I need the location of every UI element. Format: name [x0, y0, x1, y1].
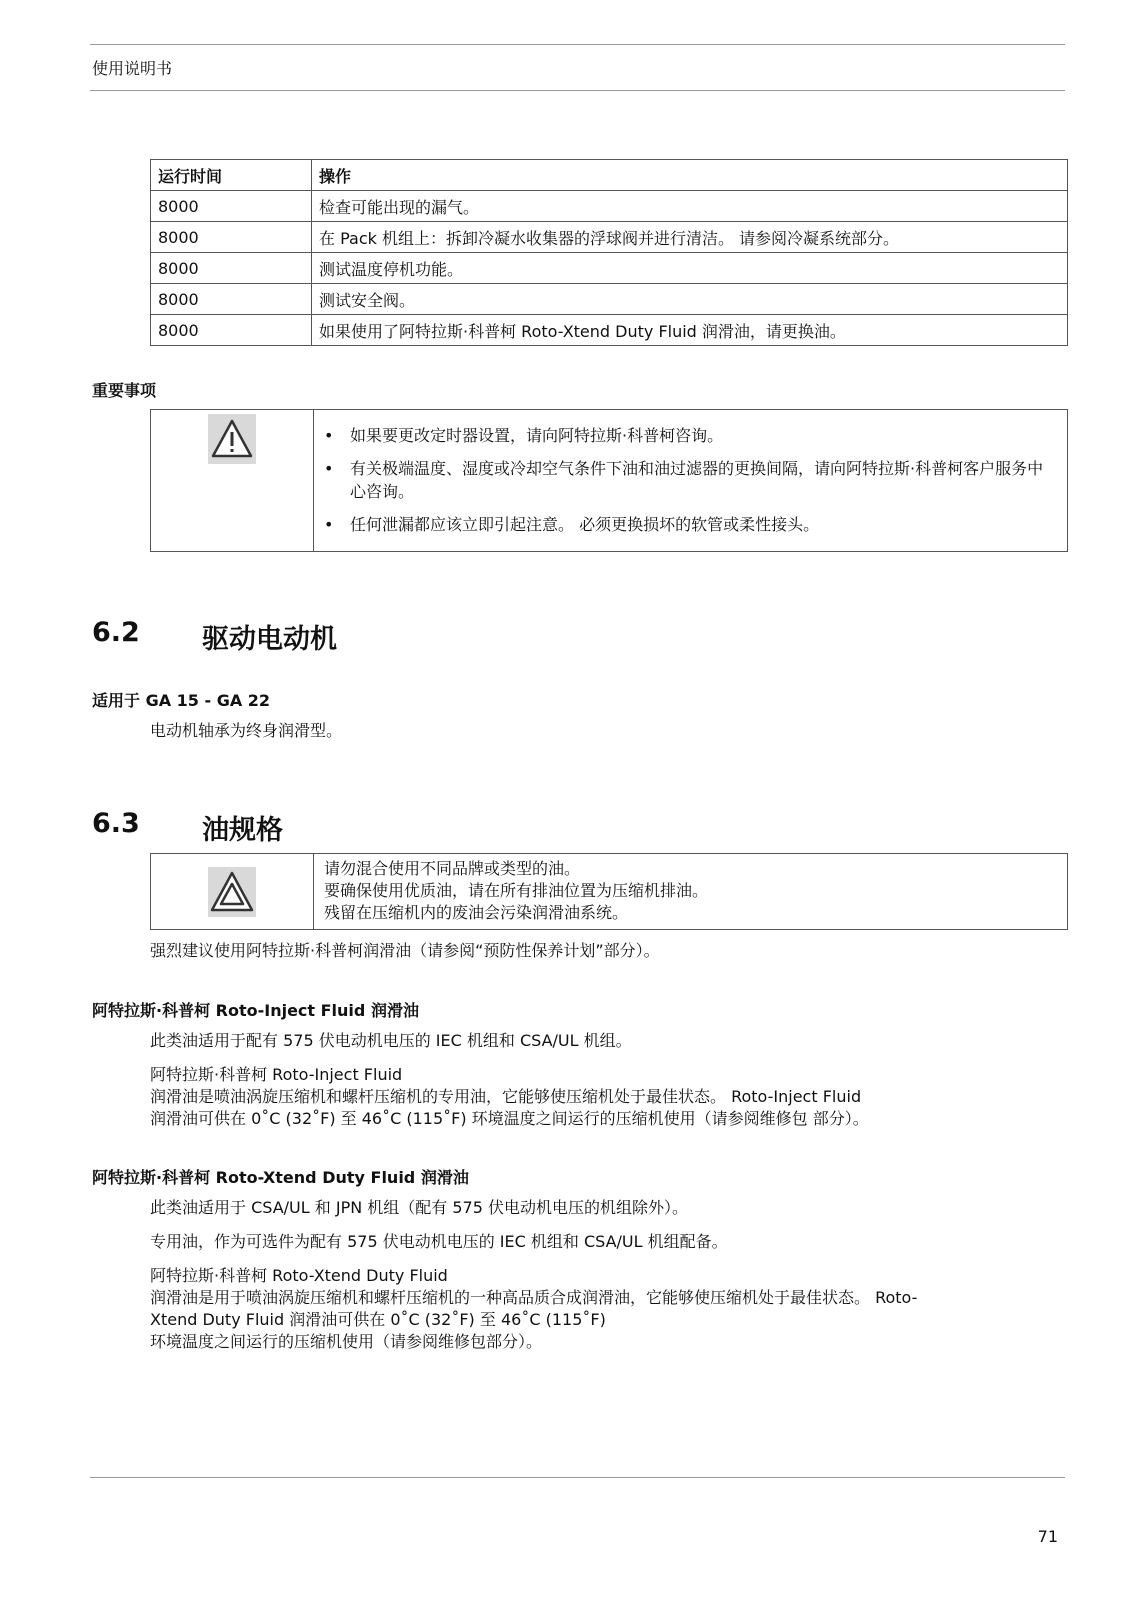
text-line: 润滑油是喷油涡旋压缩机和螺杆压缩机的专用油，它能够使压缩机处于最佳状态。 Roto-Inject Fluid — [150, 1087, 862, 1106]
important-icon-cell — [151, 410, 314, 551]
text-line: Xtend Duty Fluid 润滑油可供在 0˚C (32˚F) 至 46˚C (115˚F) — [150, 1310, 606, 1329]
table-row — [151, 222, 1068, 253]
xtend-fluid-description — [150, 1265, 917, 1353]
section-number: 6.2 — [92, 617, 140, 648]
table-header-row — [151, 160, 1068, 191]
top-rule — [90, 44, 1065, 45]
runtime-cell: 8000 — [151, 253, 312, 284]
caution-icon-cell — [151, 854, 314, 929]
important-bullet-list — [314, 410, 1067, 548]
motor-bearing-text: 电动机轴承为终身润滑型。 — [150, 721, 343, 740]
oil-caution-box — [150, 853, 1068, 930]
page-number: 71 — [1037, 1527, 1058, 1546]
important-note-box — [150, 409, 1068, 552]
xtend-fluid-applicability: 此类油适用于 CSA/UL 和 JPN 机组（配有 575 伏电动机电压的机组除外）。 — [150, 1198, 688, 1217]
inject-fluid-applicability: 此类油适用于配有 575 伏电动机电压的 IEC 机组和 CSA/UL 机组。 — [150, 1031, 632, 1050]
text-line: 润滑油可供在 0˚C (32˚F) 至 46˚C (115˚F) 环境温度之间运行的压缩机使用（请参阅维修包 部分）。 — [150, 1109, 869, 1128]
section-number: 6.3 — [92, 808, 140, 839]
section-title: 驱动电动机 — [202, 624, 337, 655]
runtime-cell: 8000 — [151, 315, 312, 346]
text-line: 阿特拉斯·科普柯 Roto-Inject Fluid — [150, 1065, 403, 1084]
table-row — [151, 315, 1068, 346]
inject-fluid-heading: 阿特拉斯·科普柯 Roto-Inject Fluid 润滑油 — [92, 1001, 419, 1020]
text-line: 环境温度之间运行的压缩机使用（请参阅维修包部分）。 — [150, 1332, 543, 1351]
warning-triangle-icon — [208, 414, 256, 464]
table-row — [151, 284, 1068, 315]
list-item: • 如果要更改定时器设置，请向阿特拉斯·科普柯咨询。 — [324, 424, 1047, 447]
table-row — [151, 191, 1068, 222]
action-cell: 检查可能出现的漏气。 — [312, 191, 1068, 222]
oil-recommendation-text: 强烈建议使用阿特拉斯·科普柯润滑油（请参阅“预防性保养计划”部分）。 — [150, 941, 660, 960]
action-cell: 如果使用了阿特拉斯·科普柯 Roto-Xtend Duty Fluid 润滑油，请更换油。 — [312, 315, 1068, 346]
action-cell: 测试温度停机功能。 — [312, 253, 1068, 284]
column-header-action: 操作 — [312, 160, 1068, 191]
xtend-fluid-heading: 阿特拉斯·科普柯 Roto-Xtend Duty Fluid 润滑油 — [92, 1168, 469, 1187]
runtime-cell: 8000 — [151, 191, 312, 222]
caution-text-cell — [314, 854, 1067, 929]
section-title: 油规格 — [202, 815, 283, 846]
caution-line: 要确保使用优质油，请在所有排油位置为压缩机排油。 — [324, 881, 709, 900]
action-cell: 测试安全阀。 — [312, 284, 1068, 315]
caution-line: 请勿混合使用不同品牌或类型的油。 — [324, 859, 581, 878]
list-item: • 有关极端温度、湿度或冷却空气条件下油和油过滤器的更换间隔，请向阿特拉斯·科普柯客户服务中心咨询。 — [324, 457, 1047, 503]
column-header-runtime: 运行时间 — [151, 160, 312, 191]
text-line: 润滑油是用于喷油涡旋压缩机和螺杆压缩机的一种高品质合成润滑油，它能够使压缩机处于最佳状态。 Roto- — [150, 1288, 918, 1307]
document-header: 使用说明书 — [92, 59, 173, 78]
xtend-fluid-option: 专用油，作为可选件为配有 575 伏电动机电压的 IEC 机组和 CSA/UL 机组配备。 — [150, 1232, 728, 1251]
runtime-cell: 8000 — [151, 284, 312, 315]
footer-rule — [90, 1477, 1065, 1478]
caution-line: 残留在压缩机内的废油会污染润滑油系统。 — [324, 903, 629, 922]
applicability-heading: 适用于 GA 15 - GA 22 — [92, 691, 271, 710]
header-rule — [90, 90, 1065, 91]
action-cell: 在 Pack 机组上：拆卸冷凝水收集器的浮球阀并进行清洁。 请参阅冷凝系统部分。 — [312, 222, 1068, 253]
list-item: • 任何泄漏都应该立即引起注意。 必须更换损坏的软管或柔性接头。 — [324, 513, 1047, 536]
maintenance-table — [150, 159, 1068, 346]
important-text-cell — [314, 410, 1067, 551]
important-heading: 重要事项 — [92, 381, 157, 400]
runtime-cell: 8000 — [151, 222, 312, 253]
table-row — [151, 253, 1068, 284]
text-line: 阿特拉斯·科普柯 Roto-Xtend Duty Fluid — [150, 1266, 448, 1285]
caution-triangle-icon — [208, 867, 256, 917]
inject-fluid-description — [150, 1064, 869, 1130]
